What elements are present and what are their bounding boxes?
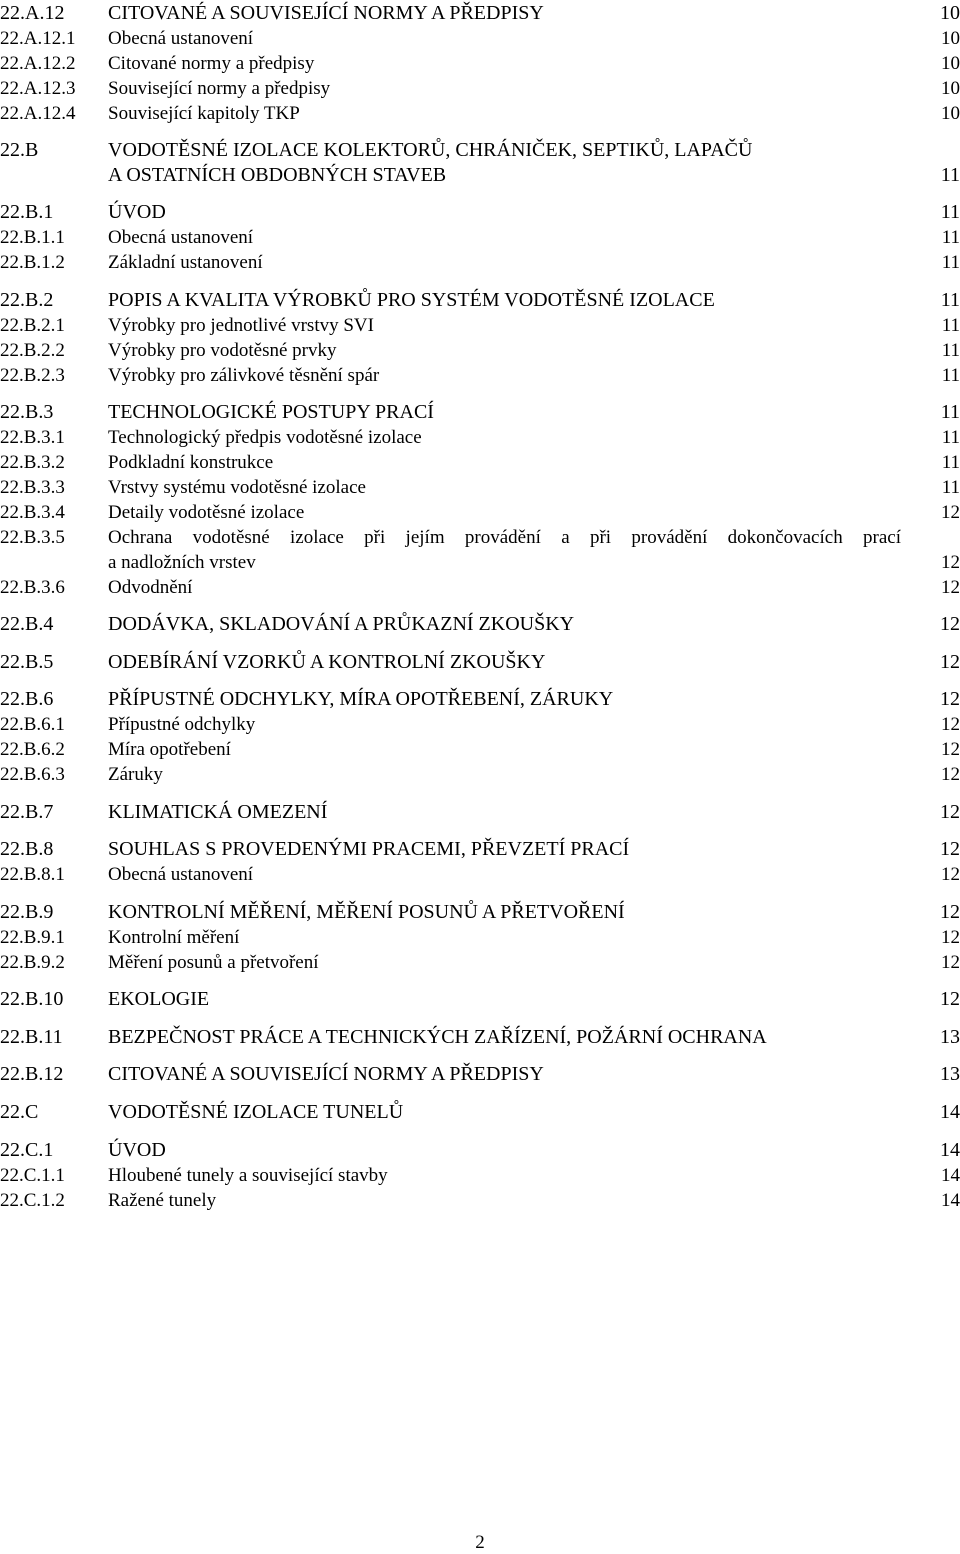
toc-entry-number: 22.B.3.5 xyxy=(0,527,65,548)
toc-entry-page: 10 xyxy=(941,53,960,74)
toc-entry xyxy=(0,1138,960,1163)
toc-entry-number: 22.B.9.1 xyxy=(0,927,65,948)
toc-entry-number: 22.C xyxy=(0,1101,39,1123)
toc-entry-number: 22.B.2.3 xyxy=(0,365,65,386)
toc-entry-number: 22.B xyxy=(0,139,39,161)
toc-entry-number: 22.B.9.2 xyxy=(0,952,65,973)
toc-entry-page: 10 xyxy=(941,78,960,99)
toc-entry-title: BEZPEČNOST PRÁCE A TECHNICKÝCH ZAŘÍZENÍ, POŽÁRNÍ OCHRANA xyxy=(108,1026,767,1048)
toc-entry-page: 11 xyxy=(941,340,960,361)
toc-entry-page: 12 xyxy=(940,901,960,923)
toc-entry-title: ÚVOD xyxy=(108,1139,166,1161)
toc-entry-number: 22.C.1 xyxy=(0,1139,54,1161)
toc-entry xyxy=(0,950,960,975)
toc-entry-title: SOUHLAS S PROVEDENÝMI PRACEMI, PŘEVZETÍ PRACÍ xyxy=(108,838,630,860)
toc-entry-number: 22.B.2.2 xyxy=(0,340,65,361)
toc-entry-page: 12 xyxy=(941,927,960,948)
toc-entry xyxy=(0,400,960,425)
toc-entry-number: 22.B.10 xyxy=(0,988,64,1010)
toc-entry-page: 12 xyxy=(940,838,960,860)
toc-entry xyxy=(0,500,960,525)
toc-entry-number: 22.B.6.2 xyxy=(0,739,65,760)
toc-entry xyxy=(0,737,960,762)
toc-entry-title: Ražené tunely xyxy=(108,1190,217,1211)
toc-entry-page: 12 xyxy=(941,764,960,785)
toc-entry xyxy=(0,51,960,76)
toc-entry-title: ÚVOD xyxy=(108,201,166,223)
toc-entry xyxy=(0,26,960,51)
toc-entry-page: 14 xyxy=(940,1139,960,1161)
toc-entry-page: 12 xyxy=(941,952,960,973)
toc-entry xyxy=(0,800,960,825)
toc-entry xyxy=(0,650,960,675)
toc-entry-title: DODÁVKA, SKLADOVÁNÍ A PRŮKAZNÍ ZKOUŠKY xyxy=(108,613,575,635)
toc-entry-title: POPIS A KVALITA VÝROBKŮ PRO SYSTÉM VODOTĚSNÉ IZOLACE xyxy=(108,289,715,311)
toc-entry-number: 22.B.3.3 xyxy=(0,477,65,498)
toc-entry-title: CITOVANÉ A SOUVISEJÍCÍ NORMY A PŘEDPISY xyxy=(108,1063,544,1085)
toc-entry-number: 22.B.1.2 xyxy=(0,252,65,273)
toc-entry-number: 22.B.12 xyxy=(0,1063,64,1085)
page-number: 2 xyxy=(475,1532,485,1553)
toc-entry-number: 22.B.3.6 xyxy=(0,577,65,598)
toc-entry xyxy=(0,338,960,363)
toc-entry-title: KLIMATICKÁ OMEZENÍ xyxy=(108,801,328,823)
toc-entry-page: 12 xyxy=(940,801,960,823)
toc-entry-number: 22.A.12.2 xyxy=(0,53,76,74)
toc-entry-title: Odvodnění xyxy=(108,577,193,598)
toc-entry-number: 22.B.1 xyxy=(0,201,54,223)
toc-entry-title: Přípustné odchylky xyxy=(108,714,256,735)
toc-entry-title: Míra opotřebení xyxy=(108,739,231,760)
toc-entry-title: Záruky xyxy=(108,764,163,785)
toc-entry-page: 11 xyxy=(941,227,960,248)
toc-entry-number: 22.B.9 xyxy=(0,901,54,923)
toc-entry xyxy=(0,425,960,450)
toc-entry-number: 22.B.3 xyxy=(0,401,54,423)
toc-entry-page: 11 xyxy=(941,315,960,336)
toc-entry xyxy=(0,288,960,313)
toc-entry-page: 11 xyxy=(940,289,960,311)
toc-entry-number: 22.B.2.1 xyxy=(0,315,65,336)
toc-entry-page: 13 xyxy=(940,1026,960,1048)
toc-entry-page: 12 xyxy=(941,864,960,885)
toc-entry-title: A OSTATNÍCH OBDOBNÝCH STAVEB xyxy=(108,164,447,186)
toc-entry-page: 14 xyxy=(941,1165,960,1186)
toc-entry xyxy=(0,612,960,637)
toc-entry-number: 22.A.12.3 xyxy=(0,78,76,99)
toc-entry-title: Obecná ustanovení xyxy=(108,864,254,885)
toc-entry-title: KONTROLNÍ MĚŘENÍ, MĚŘENÍ POSUNŮ A PŘETVOŘENÍ xyxy=(108,901,625,923)
toc-entry-title: Související normy a předpisy xyxy=(108,78,331,99)
toc-entry-title: Měření posunů a přetvoření xyxy=(108,952,319,973)
toc-entry-title: Kontrolní měření xyxy=(108,927,240,948)
toc-entry xyxy=(0,1025,960,1050)
toc-entry xyxy=(0,1,960,26)
toc-entry xyxy=(0,163,960,188)
toc-entry-page: 11 xyxy=(941,427,960,448)
toc-entry-page: 11 xyxy=(940,201,960,223)
toc-entry-title: ODEBÍRÁNÍ VZORKŮ A KONTROLNÍ ZKOUŠKY xyxy=(108,651,546,673)
toc-entry-title: Obecná ustanovení xyxy=(108,28,254,49)
toc-entry-page: 12 xyxy=(940,613,960,635)
toc-entry-page: 10 xyxy=(941,103,960,124)
toc-entry xyxy=(0,1100,960,1125)
toc-entry-title: Detaily vodotěsné izolace xyxy=(108,502,305,523)
toc-entry-number: 22.B.3.1 xyxy=(0,427,65,448)
toc-entry-title: EKOLOGIE xyxy=(108,988,210,1010)
toc-entry xyxy=(0,225,960,250)
toc-entry xyxy=(0,762,960,787)
toc-entry-page: 12 xyxy=(940,988,960,1010)
toc-entry xyxy=(0,687,960,712)
toc-entry xyxy=(0,450,960,475)
toc-entry xyxy=(0,76,960,101)
toc-entry-number: 22.B.8 xyxy=(0,838,54,860)
toc-entry-title: a nadložních vrstev xyxy=(108,552,256,573)
toc-entry-title: Související kapitoly TKP xyxy=(108,103,300,124)
toc-entry xyxy=(0,987,960,1012)
toc-entry-page: 10 xyxy=(940,2,960,24)
toc-entry-number: 22.B.8.1 xyxy=(0,864,65,885)
toc-entry-title: Citované normy a předpisy xyxy=(108,53,315,74)
toc-entry-number: 22.C.1.1 xyxy=(0,1165,65,1186)
toc-entry xyxy=(0,550,960,575)
toc-entry xyxy=(0,1188,960,1213)
toc-entry xyxy=(0,862,960,887)
toc-entry-page: 11 xyxy=(941,365,960,386)
toc-entry-page: 12 xyxy=(941,577,960,598)
toc-entry-title: Výrobky pro zálivkové těsnění spár xyxy=(108,365,380,386)
toc-entry-page: 11 xyxy=(941,252,960,273)
toc-entry-number: 22.A.12 xyxy=(0,2,65,24)
toc-entry-page: 12 xyxy=(940,688,960,710)
toc-entry-page: 13 xyxy=(940,1063,960,1085)
toc-entry-title: CITOVANÉ A SOUVISEJÍCÍ NORMY A PŘEDPISY xyxy=(108,2,544,24)
toc-entry xyxy=(0,363,960,388)
toc-entry-title: VODOTĚSNÉ IZOLACE KOLEKTORŮ, CHRÁNIČEK, SEPTIKŮ, LAPAČŮ xyxy=(108,139,753,161)
toc-entry-title: TECHNOLOGICKÉ POSTUPY PRACÍ xyxy=(108,401,434,423)
toc-entry-number: 22.B.11 xyxy=(0,1026,63,1048)
toc-entry xyxy=(0,250,960,275)
toc-entry-title: Vrstvy systému vodotěsné izolace xyxy=(108,477,366,498)
toc-entry-page: 12 xyxy=(941,552,960,573)
toc-entry xyxy=(0,837,960,862)
toc-entry xyxy=(0,475,960,500)
toc-entry-title: Technologický předpis vodotěsné izolace xyxy=(108,427,422,448)
toc-entry-title: Výrobky pro jednotlivé vrstvy SVI xyxy=(108,315,374,336)
toc-entry-page: 14 xyxy=(941,1190,960,1211)
toc-entry-number: 22.B.3.2 xyxy=(0,452,65,473)
toc-entry-page: 11 xyxy=(940,164,960,186)
toc-entry-number: 22.B.5 xyxy=(0,651,54,673)
toc-entry-number: 22.B.6 xyxy=(0,688,54,710)
toc-entry-number: 22.B.6.3 xyxy=(0,764,65,785)
toc-entry-page: 12 xyxy=(940,651,960,673)
toc-entry xyxy=(0,925,960,950)
toc-entry xyxy=(0,313,960,338)
toc-entry-page: 11 xyxy=(941,477,960,498)
toc-entry-page: 11 xyxy=(940,401,960,423)
toc-entry-number: 22.B.3.4 xyxy=(0,502,65,523)
toc-entry-number: 22.C.1.2 xyxy=(0,1190,65,1211)
toc-entry xyxy=(0,575,960,600)
toc-entry-page: 10 xyxy=(941,28,960,49)
toc-entry xyxy=(0,525,960,550)
toc-entry-number: 22.B.1.1 xyxy=(0,227,65,248)
toc-entry-page: 11 xyxy=(941,452,960,473)
toc-entry-page: 12 xyxy=(941,739,960,760)
toc-entry-number: 22.B.7 xyxy=(0,801,54,823)
toc-entry-title: Výrobky pro vodotěsné prvky xyxy=(108,340,337,361)
toc-entry xyxy=(0,101,960,126)
toc-entry-title: Podkladní konstrukce xyxy=(108,452,274,473)
toc-entry-number: 22.B.4 xyxy=(0,613,54,635)
toc-entry-number: 22.B.2 xyxy=(0,289,54,311)
toc-entry-title: Hloubené tunely a související stavby xyxy=(108,1165,388,1186)
toc-entry xyxy=(0,200,960,225)
toc-entry xyxy=(0,900,960,925)
toc-entry-title: Ochrana vodotěsné izolace při jejím provádění a při provádění dokončovacích prací xyxy=(108,527,901,548)
toc-entry-number: 22.A.12.1 xyxy=(0,28,76,49)
toc-entry-title: Základní ustanovení xyxy=(108,252,263,273)
toc-entry-title: VODOTĚSNÉ IZOLACE TUNELŮ xyxy=(108,1101,404,1123)
toc-entry-title: PŘÍPUSTNÉ ODCHYLKY, MÍRA OPOTŘEBENÍ, ZÁRUKY xyxy=(108,688,614,710)
toc-entry-page: 14 xyxy=(940,1101,960,1123)
toc-entry-page: 12 xyxy=(941,502,960,523)
toc-entry xyxy=(0,712,960,737)
toc-entry xyxy=(0,1163,960,1188)
toc-entry-title: Obecná ustanovení xyxy=(108,227,254,248)
toc-entry-number: 22.B.6.1 xyxy=(0,714,65,735)
toc-entry xyxy=(0,138,960,163)
toc-entry-page: 12 xyxy=(941,714,960,735)
toc-entry-number: 22.A.12.4 xyxy=(0,103,76,124)
toc-entry xyxy=(0,1062,960,1087)
